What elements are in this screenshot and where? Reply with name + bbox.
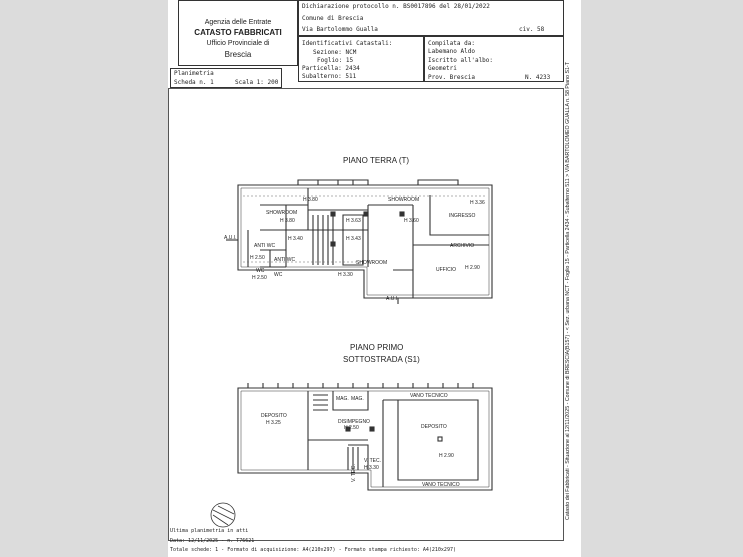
room-label: VANO TECNICO	[422, 482, 460, 488]
room-label: H 2.50	[250, 255, 265, 261]
particella-text: Particella: 2434	[302, 65, 360, 72]
iscritto-value: Geometri	[428, 65, 457, 72]
agency-line3: Ufficio Provinciale di	[206, 40, 270, 47]
room-label: H 3.43	[346, 236, 361, 242]
room-label: H 2.90	[439, 453, 454, 459]
side-text: Catasto dei Fabbricati - Situazione al 12/11/2025 - Comune di BRESCIA(B157) - < Sez. urbana NCT - Foglio 15 - Particella 2434 - Subalterno 511 > VIA BARTOLOMEO GUALLA n. 58 Piano S1-T	[565, 62, 571, 520]
room-label: DISIMPEGNO	[338, 419, 370, 425]
room-label: DEPOSITO	[261, 413, 287, 419]
room-label: H 3.80	[280, 218, 295, 224]
document-sheet	[168, 0, 581, 557]
room-label: H 2.50	[344, 425, 359, 431]
compass-icon	[168, 0, 581, 557]
comune-text: Comune di Brescia	[302, 15, 364, 22]
room-label: WC	[274, 272, 283, 278]
identificativi-title: Identificativi Catastali:	[302, 40, 393, 47]
room-label: H 2.90	[465, 265, 480, 271]
room-label: DEPOSITO	[421, 424, 447, 430]
numero-text: N. 4233	[525, 74, 551, 81]
compilata-name: Labemano Aldo	[428, 48, 475, 55]
subalterno-text: Subalterno: 511	[302, 73, 357, 80]
first-floor-subtitle: SOTTOSTRADA (S1)	[343, 355, 420, 364]
room-label: H 3.63	[346, 218, 361, 224]
footer-ultima: Ultima planimetria in atti	[170, 528, 249, 534]
address-text: Via Bartolommo Gualla	[302, 26, 378, 33]
room-label: UFFICIO	[436, 267, 456, 273]
room-label: INGRESSO	[449, 213, 476, 219]
civ-text: civ. 58	[519, 26, 545, 33]
room-label: H 3.80	[303, 197, 318, 203]
room-label: H 3.25	[266, 420, 281, 426]
room-label: ANTI WC	[254, 243, 276, 249]
foglio-text: Foglio: 15	[317, 57, 354, 64]
compilata-title: Compilata da:	[428, 40, 475, 47]
room-label: ARCHIVIO	[450, 243, 475, 249]
room-label: SHOWROOM	[266, 210, 298, 216]
scala-text: Scala 1: 200	[235, 79, 279, 86]
ground-floor-title: PIANO TERRA (T)	[343, 156, 410, 165]
aui-left-label: A.U.I.	[224, 235, 237, 241]
room-label: H 3.40	[288, 236, 303, 242]
first-floor-title: PIANO PRIMO	[350, 343, 404, 352]
protocol-text: Dichiarazione protocollo n. BS0017896 del 28/01/2022	[302, 3, 490, 10]
agency-line2: CATASTO FABBRICATI	[194, 28, 282, 37]
room-label: SHOWROOM	[356, 260, 388, 266]
footer-totale: Totale schede: 1 - Formato di acquisizione: A4(210x297) - Formato stampa richiesto: A4(210x297)	[170, 547, 456, 553]
room-label-vertical: V. TEC.	[351, 464, 357, 482]
room-label: WC	[256, 268, 265, 274]
iscritto-title: Iscritto all'albo:	[428, 57, 494, 64]
room-label: H 3.60	[404, 218, 419, 224]
sezione-text: Sezione: NCM	[313, 49, 357, 56]
room-label: H 3.30	[338, 272, 353, 278]
room-label: VANO TECNICO	[410, 393, 448, 399]
planimetria-text: Planimetria	[174, 70, 214, 77]
room-label: MAG.	[351, 396, 364, 402]
room-label: ANTI WC	[274, 257, 296, 263]
room-label: SHOWROOM	[388, 197, 420, 203]
agency-line1: Agenzia delle Entrate	[204, 19, 272, 26]
footer-data: Data: 12/11/2025 - n. T76621	[170, 538, 255, 544]
prov-text: Prov. Brescia	[428, 74, 475, 81]
room-label: V. TEC.	[364, 458, 381, 464]
agency-line4: Brescia	[224, 50, 252, 59]
room-label: H 3.30	[364, 465, 379, 471]
aui-bottom-label: A.U.I.	[386, 296, 399, 302]
scheda-text: Scheda n. 1	[174, 79, 214, 86]
room-label: MAG.	[336, 396, 349, 402]
room-label: H 2.50	[252, 275, 267, 281]
room-label: H 3.36	[470, 200, 485, 206]
